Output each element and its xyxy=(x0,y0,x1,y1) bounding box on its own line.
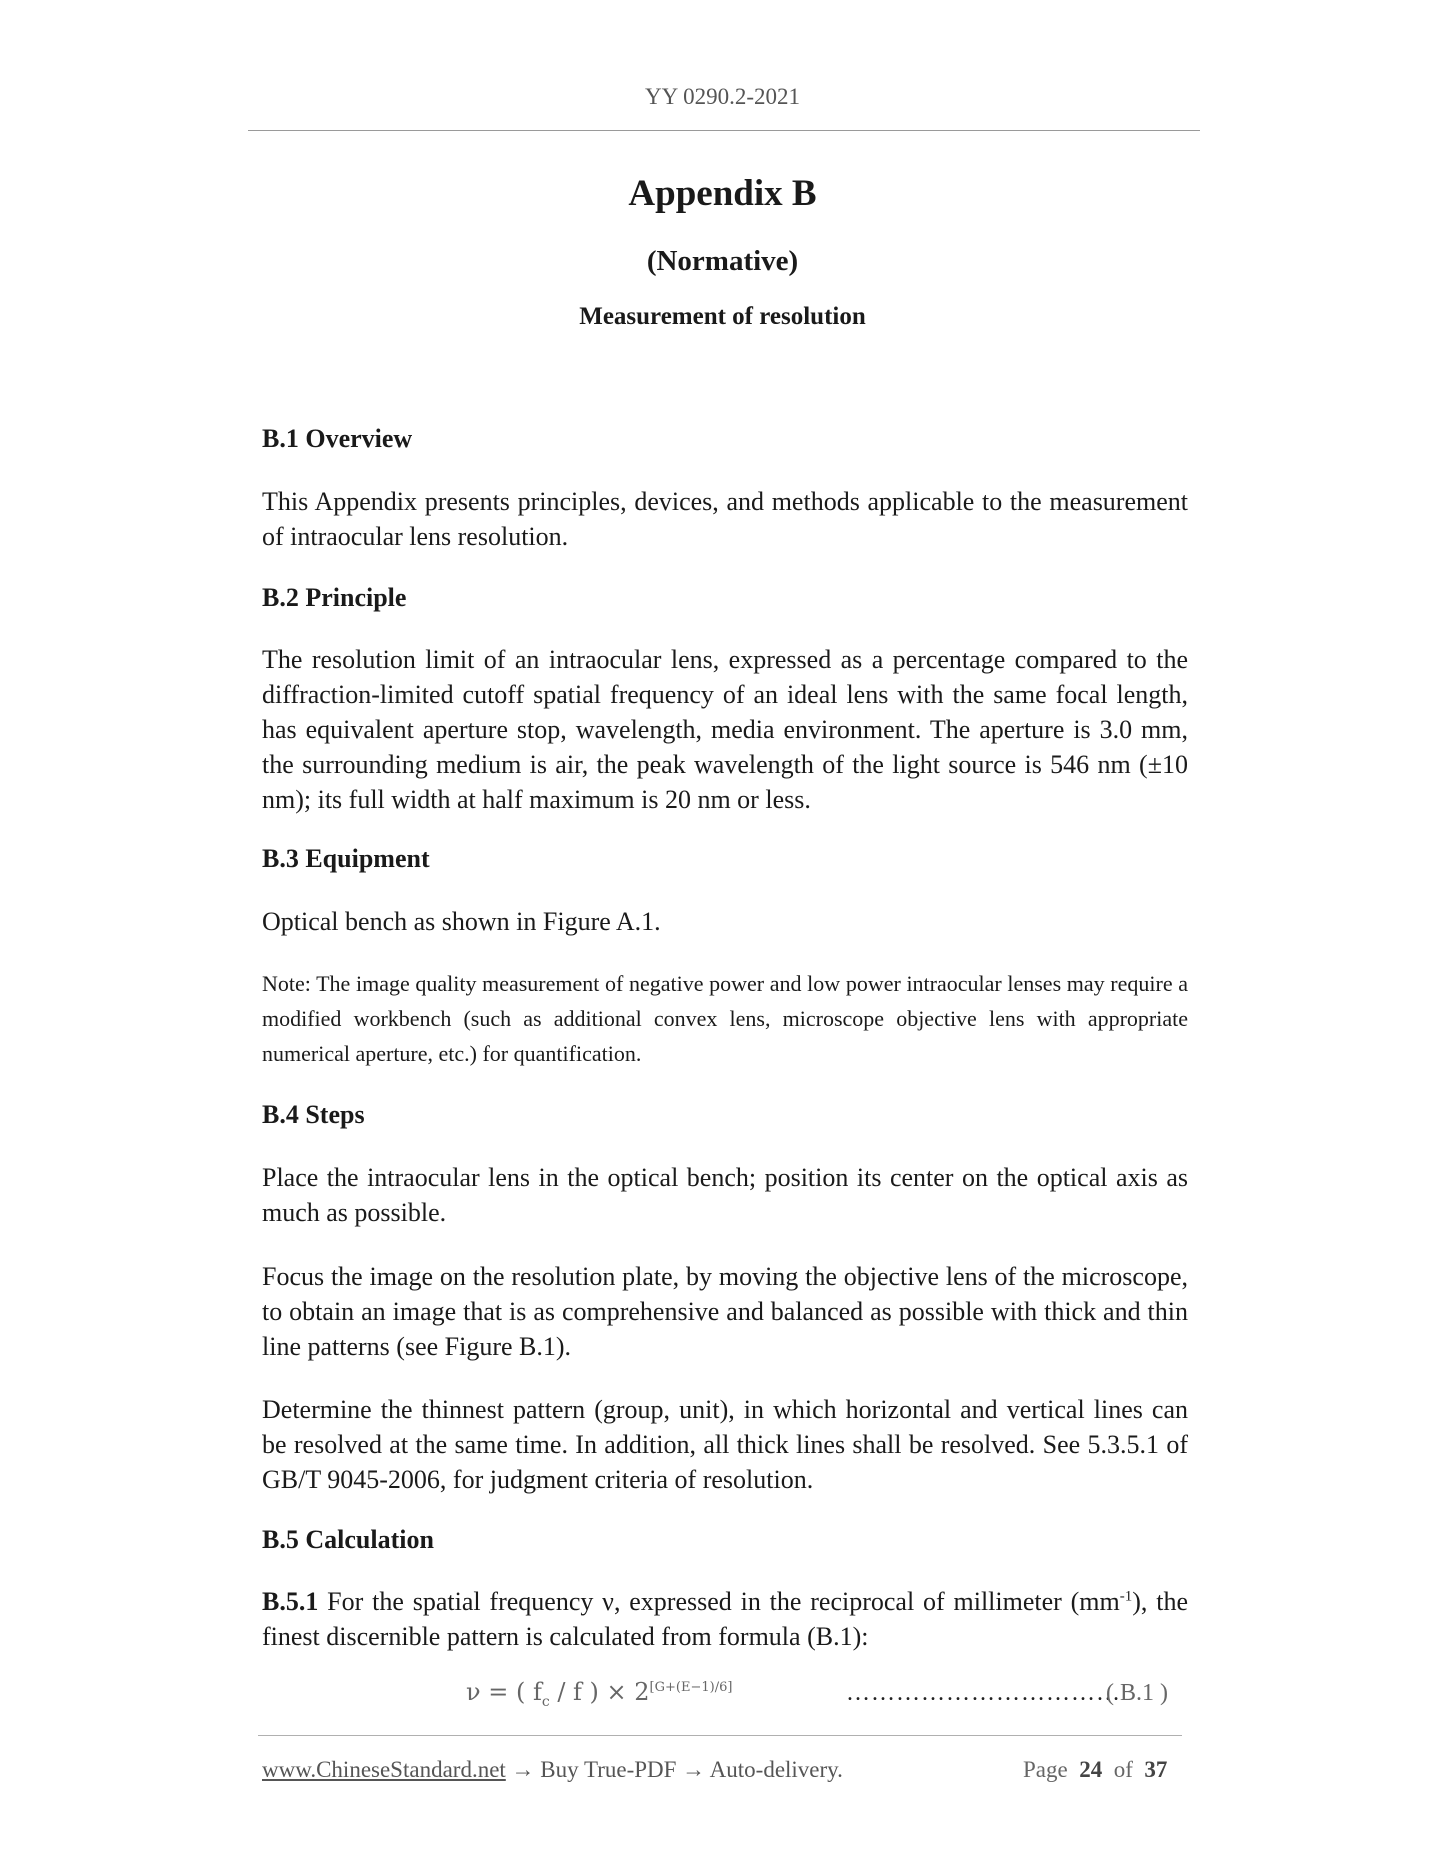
page-current: 24 xyxy=(1079,1757,1103,1782)
section-b1-body xyxy=(262,484,1188,554)
header-divider xyxy=(248,130,1200,131)
section-b1-heading: B.1 Overview xyxy=(262,424,413,453)
step-2-text: Focus the image on the resolution plate, by moving the objective lens of the microscope, to obtain an image that is as comprehensive and balanced as possible with thick and thin line patterns (see Figure B.1). xyxy=(262,1262,1188,1361)
section-b2-heading: B.2 Principle xyxy=(262,583,407,612)
section-b3-heading-wrap xyxy=(262,844,1188,874)
section-b1-text: This Appendix presents principles, devices, and methods applicable to the measurement of intraocular lens resolution. xyxy=(262,487,1188,551)
appendix-status: (Normative) xyxy=(646,245,799,277)
section-b3-body xyxy=(262,904,1188,939)
step-3-text: Determine the thinnest pattern (group, unit), in which horizontal and vertical lines can be resolved at the same time. In addition, all thick lines shall be resolved. See 5.3.5.1 of GB/T 9045-2006, for judgment criteria of resolution. xyxy=(262,1395,1188,1494)
section-b2-text: The resolution limit of an intraocular lens, expressed as a percentage compared to the diffraction-limited cutoff spatial frequency of an ideal lens with the same focal length, has equivalent aperture stop, wavelength, media environment. The aperture is 3.0 mm, the surrounding medium is air, the peak wavelength of the light source is 546 nm (±10 nm); its full width at half maximum is 20 nm or less. xyxy=(262,645,1188,814)
clause-b51-label: B.5.1 xyxy=(262,1587,319,1616)
formula-leader-dots: …………………………… xyxy=(846,1680,1121,1706)
section-b5-heading-wrap xyxy=(262,1525,1188,1555)
clause-b51-sup: -1 xyxy=(1119,1588,1133,1605)
section-b3-heading: B.3 Equipment xyxy=(262,844,430,873)
section-b2-heading-wrap xyxy=(262,583,1188,613)
standard-code: YY 0290.2-2021 xyxy=(644,84,801,109)
formula-number: ( B.1 ) xyxy=(1106,1680,1168,1706)
page-word: Page xyxy=(1023,1757,1068,1782)
section-b4-heading-wrap xyxy=(262,1100,1188,1130)
footer-divider xyxy=(258,1735,1182,1736)
clause-b51-part-b: ), the finest discernible pattern is calculated from formula (B.1): xyxy=(262,1587,1189,1651)
section-b5-heading: B.5 Calculation xyxy=(262,1525,434,1554)
formula-b1 xyxy=(466,1678,732,1710)
clause-b51-text xyxy=(262,1584,1188,1654)
of-word: of xyxy=(1113,1757,1133,1782)
section-b4-step-3 xyxy=(262,1392,1188,1497)
footer-promo xyxy=(262,1757,843,1783)
section-b5-clause xyxy=(262,1584,1188,1654)
section-b3-note xyxy=(262,966,1188,1071)
site-link[interactable]: www.ChineseStandard.net xyxy=(262,1757,506,1782)
appendix-title: Appendix B xyxy=(628,173,817,214)
page-total: 37 xyxy=(1144,1757,1168,1782)
step-1-text: Place the intraocular lens in the optical bench; position its center on the optical axis as much as possible. xyxy=(262,1163,1188,1227)
section-b4-heading: B.4 Steps xyxy=(262,1100,365,1129)
section-b4-step-2 xyxy=(262,1259,1188,1364)
page-indicator xyxy=(1023,1757,1167,1783)
promo-text: → Buy True-PDF → Auto-delivery. xyxy=(505,1757,843,1782)
formula-sub-c: c xyxy=(541,1693,550,1710)
formula-exponent: [G+(E−1)/6] xyxy=(649,1680,733,1695)
clause-b51-part-a: For the spatial frequency ν, expressed in the reciprocal of millimeter (mm xyxy=(318,1587,1120,1616)
section-b4-step-1 xyxy=(262,1160,1188,1230)
note-text: Note: The image quality measurement of negative power and low power intraocular lenses may require a modified workbench (such as additional convex lens, microscope objective lens with appropriate numerical aperture, etc.) for quantification. xyxy=(262,971,1188,1066)
section-b2-body xyxy=(262,642,1188,817)
formula-body: ν = ( f xyxy=(466,1678,542,1706)
appendix-topic: Measurement of resolution xyxy=(579,303,866,330)
formula-tail: / f ) × 2 xyxy=(549,1678,650,1706)
section-b3-text: Optical bench as shown in Figure A.1. xyxy=(262,907,661,936)
section-b1-heading-wrap xyxy=(262,424,1188,454)
